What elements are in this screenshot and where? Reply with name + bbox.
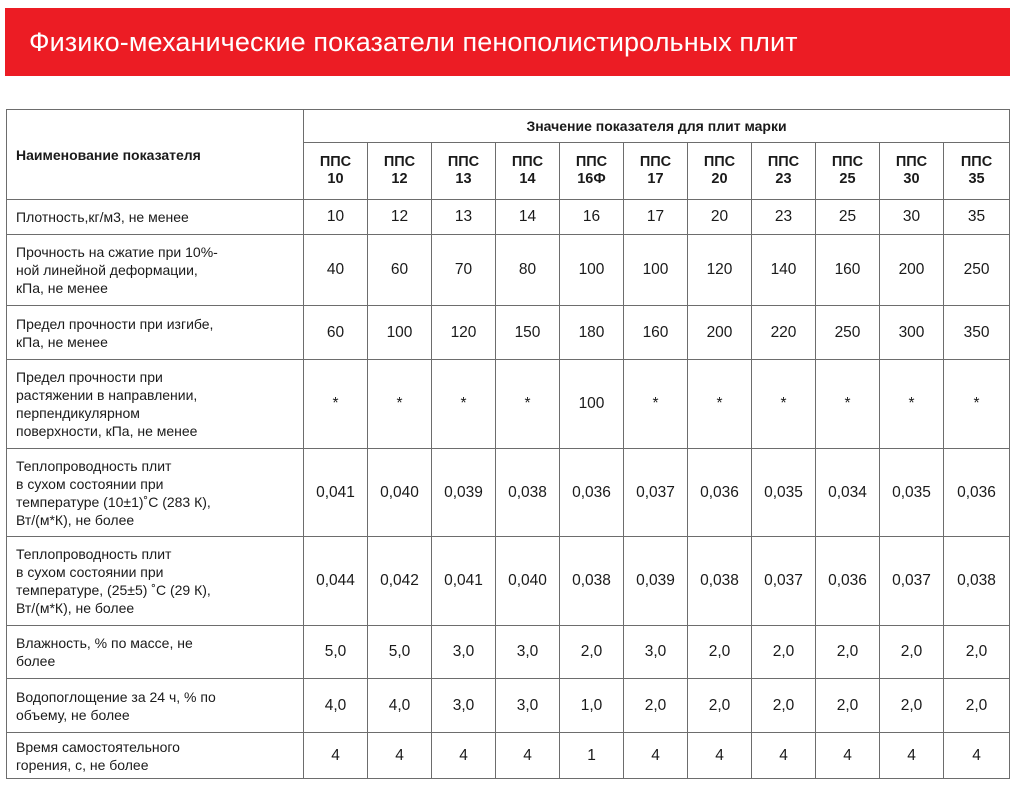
brand-header <box>752 143 816 200</box>
value-cell: 0,038 <box>944 537 1010 626</box>
row-label: Плотность,кг/м3, не менее <box>7 200 304 235</box>
brand-grade: 20 <box>711 171 728 187</box>
value-cell: 0,039 <box>432 449 496 537</box>
value-cell: 2,0 <box>688 626 752 679</box>
value-cell: * <box>816 360 880 449</box>
brand-grade: 12 <box>391 171 408 187</box>
value-cell: 16 <box>560 200 624 235</box>
brand-grade: 13 <box>455 171 472 187</box>
value-cell: 0,038 <box>496 449 560 537</box>
brand-header <box>624 143 688 200</box>
value-cell: 0,041 <box>432 537 496 626</box>
value-cell: 80 <box>496 235 560 306</box>
brand-group-header: Значение показателя для плит марки <box>304 110 1010 143</box>
brand-header <box>816 143 880 200</box>
row-label: Теплопроводность плит в сухом состоянии при температуре, (25±5) ˚С (29 К), Вт/(м*К), не более <box>7 537 304 626</box>
value-cell: 4 <box>752 733 816 779</box>
value-cell: 0,037 <box>624 449 688 537</box>
row-label: Время самостоятельного горения, с, не более <box>7 733 304 779</box>
brand-prefix: ППС <box>319 154 352 170</box>
brand-header <box>304 143 368 200</box>
value-cell: 0,035 <box>752 449 816 537</box>
brand-prefix: ППС <box>383 154 416 170</box>
value-cell: * <box>432 360 496 449</box>
value-cell: 40 <box>304 235 368 306</box>
value-cell: 4,0 <box>304 679 368 733</box>
value-cell: 140 <box>752 235 816 306</box>
row-label: Теплопроводность плит в сухом состоянии при температуре (10±1)˚С (283 К), Вт/(м*К), не более <box>7 449 304 537</box>
value-cell: 4 <box>816 733 880 779</box>
value-cell: 4 <box>944 733 1010 779</box>
value-cell: 2,0 <box>816 679 880 733</box>
row-label: Водопоглощение за 24 ч, % по объему, не более <box>7 679 304 733</box>
brand-prefix: ППС <box>703 154 736 170</box>
value-cell: 10 <box>304 200 368 235</box>
value-cell: 2,0 <box>944 626 1010 679</box>
value-cell: 150 <box>496 306 560 360</box>
brand-grade: 17 <box>647 171 664 187</box>
value-cell: 0,034 <box>816 449 880 537</box>
value-cell: 4 <box>880 733 944 779</box>
brand-grade: 10 <box>327 171 344 187</box>
value-cell: 0,036 <box>944 449 1010 537</box>
brand-prefix: ППС <box>895 154 928 170</box>
brand-prefix: ППС <box>831 154 864 170</box>
table-row <box>7 733 1010 779</box>
brand-grade: 16Ф <box>577 171 606 187</box>
value-cell: 17 <box>624 200 688 235</box>
value-cell: 20 <box>688 200 752 235</box>
value-cell: 3,0 <box>496 679 560 733</box>
value-cell: 4 <box>624 733 688 779</box>
table-body <box>7 200 1010 779</box>
value-cell: 25 <box>816 200 880 235</box>
value-cell: 13 <box>432 200 496 235</box>
brand-prefix: ППС <box>447 154 480 170</box>
table-row <box>7 235 1010 306</box>
value-cell: 0,040 <box>496 537 560 626</box>
value-cell: 300 <box>880 306 944 360</box>
table-row <box>7 306 1010 360</box>
row-label: Предел прочности при изгибе, кПа, не менее <box>7 306 304 360</box>
value-cell: 250 <box>944 235 1010 306</box>
value-cell: 4 <box>496 733 560 779</box>
value-cell: 180 <box>560 306 624 360</box>
brand-grade: 30 <box>903 171 920 187</box>
value-cell: 100 <box>368 306 432 360</box>
value-cell: * <box>752 360 816 449</box>
value-cell: 160 <box>624 306 688 360</box>
value-cell: 4,0 <box>368 679 432 733</box>
brand-prefix: ППС <box>960 154 993 170</box>
value-cell: 0,038 <box>688 537 752 626</box>
value-cell: 0,039 <box>624 537 688 626</box>
value-cell: 2,0 <box>816 626 880 679</box>
value-cell: * <box>880 360 944 449</box>
value-cell: * <box>368 360 432 449</box>
value-cell: 2,0 <box>880 679 944 733</box>
value-cell: 5,0 <box>304 626 368 679</box>
value-cell: 0,036 <box>688 449 752 537</box>
value-cell: 0,041 <box>304 449 368 537</box>
value-cell: 160 <box>816 235 880 306</box>
value-cell: 5,0 <box>368 626 432 679</box>
value-cell: 100 <box>624 235 688 306</box>
value-cell: 60 <box>304 306 368 360</box>
value-cell: 2,0 <box>624 679 688 733</box>
brand-header <box>688 143 752 200</box>
brand-header <box>368 143 432 200</box>
value-cell: 70 <box>432 235 496 306</box>
value-cell: 4 <box>368 733 432 779</box>
value-cell: * <box>304 360 368 449</box>
value-cell: 200 <box>688 306 752 360</box>
table-row <box>7 626 1010 679</box>
value-cell: 30 <box>880 200 944 235</box>
value-cell: 100 <box>560 235 624 306</box>
value-cell: 2,0 <box>752 626 816 679</box>
value-cell: 2,0 <box>688 679 752 733</box>
brand-grade: 14 <box>519 171 536 187</box>
value-cell: * <box>688 360 752 449</box>
brand-header <box>496 143 560 200</box>
name-column-header: Наименование показателя <box>7 110 304 200</box>
properties-table <box>6 109 1010 779</box>
value-cell: 120 <box>688 235 752 306</box>
row-label: Прочность на сжатие при 10%- ной линейной деформации, кПа, не менее <box>7 235 304 306</box>
brand-header <box>432 143 496 200</box>
value-cell: 1,0 <box>560 679 624 733</box>
value-cell: 12 <box>368 200 432 235</box>
value-cell: 4 <box>688 733 752 779</box>
value-cell: 0,035 <box>880 449 944 537</box>
value-cell: 120 <box>432 306 496 360</box>
table-row <box>7 679 1010 733</box>
value-cell: 250 <box>816 306 880 360</box>
brand-prefix: ППС <box>575 154 608 170</box>
value-cell: 0,042 <box>368 537 432 626</box>
table-row <box>7 360 1010 449</box>
value-cell: 23 <box>752 200 816 235</box>
brand-prefix: ППС <box>767 154 800 170</box>
header-row-group <box>7 110 1010 143</box>
brand-grade: 25 <box>839 171 856 187</box>
value-cell: 0,036 <box>816 537 880 626</box>
value-cell: * <box>496 360 560 449</box>
value-cell: 4 <box>432 733 496 779</box>
value-cell: 4 <box>304 733 368 779</box>
table-row <box>7 200 1010 235</box>
brand-grade: 35 <box>968 171 985 187</box>
brand-grade: 23 <box>775 171 792 187</box>
page-title: Физико-механические показатели пенополистирольных плит <box>29 26 798 57</box>
value-cell: 0,036 <box>560 449 624 537</box>
value-cell: 220 <box>752 306 816 360</box>
table-row <box>7 537 1010 626</box>
value-cell: 0,037 <box>752 537 816 626</box>
value-cell: 3,0 <box>624 626 688 679</box>
value-cell: 2,0 <box>880 626 944 679</box>
brand-header <box>944 143 1010 200</box>
value-cell: 2,0 <box>944 679 1010 733</box>
value-cell: 2,0 <box>752 679 816 733</box>
brand-prefix: ППС <box>639 154 672 170</box>
row-label: Влажность, % по массе, не более <box>7 626 304 679</box>
value-cell: 60 <box>368 235 432 306</box>
value-cell: 0,038 <box>560 537 624 626</box>
value-cell: * <box>944 360 1010 449</box>
value-cell: * <box>624 360 688 449</box>
value-cell: 35 <box>944 200 1010 235</box>
value-cell: 100 <box>560 360 624 449</box>
title-banner <box>5 8 1010 76</box>
value-cell: 1 <box>560 733 624 779</box>
value-cell: 2,0 <box>560 626 624 679</box>
row-label: Предел прочности при растяжении в направлении, перпендикулярном поверхности, кПа, не менее <box>7 360 304 449</box>
value-cell: 200 <box>880 235 944 306</box>
value-cell: 0,040 <box>368 449 432 537</box>
value-cell: 0,037 <box>880 537 944 626</box>
value-cell: 0,044 <box>304 537 368 626</box>
value-cell: 350 <box>944 306 1010 360</box>
brand-header <box>880 143 944 200</box>
brand-header <box>560 143 624 200</box>
table-row <box>7 449 1010 537</box>
value-cell: 3,0 <box>432 626 496 679</box>
value-cell: 3,0 <box>496 626 560 679</box>
value-cell: 14 <box>496 200 560 235</box>
value-cell: 3,0 <box>432 679 496 733</box>
brand-prefix: ППС <box>511 154 544 170</box>
